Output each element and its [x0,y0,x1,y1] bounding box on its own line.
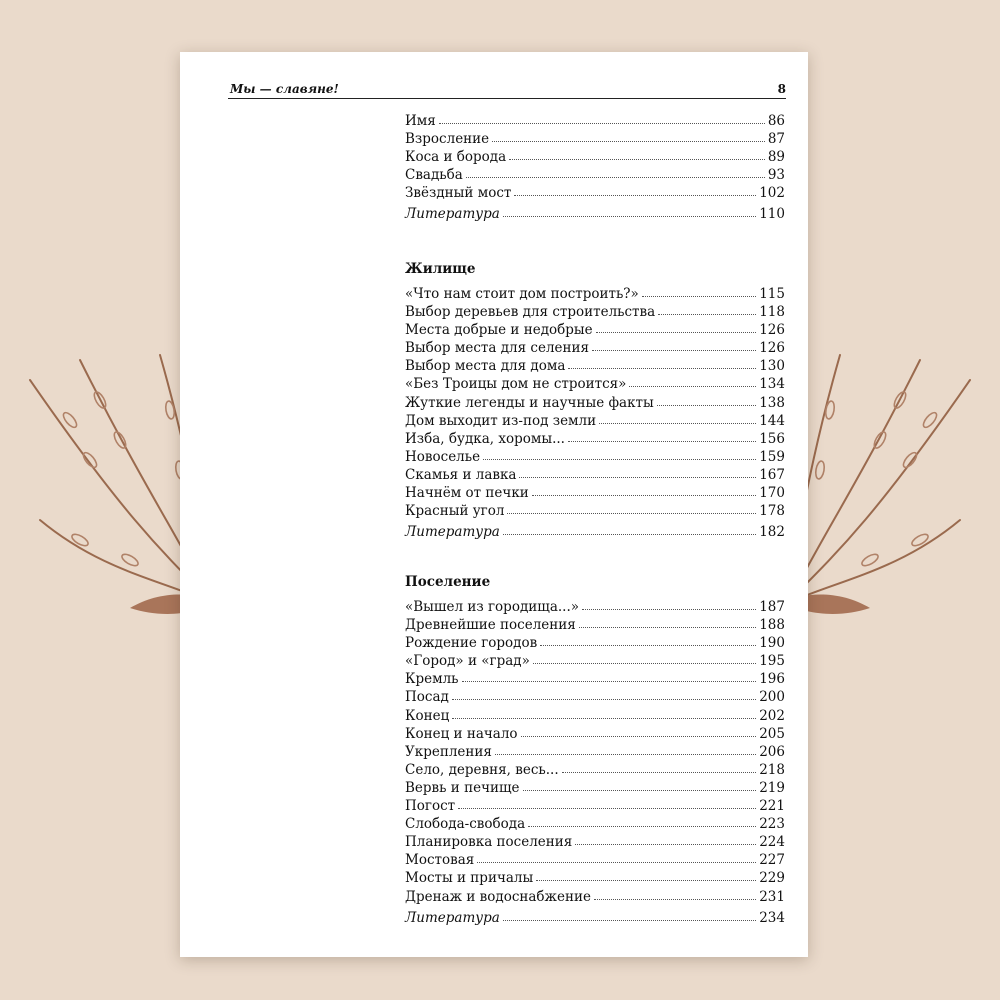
toc-entry [405,285,785,303]
toc-entry [405,375,785,393]
book-page [180,52,808,957]
entry-title: Места добрые и недобрые [405,322,593,339]
toc-entry [405,707,785,725]
entry-title: Кремль [405,671,459,688]
entry-page-number: 224 [759,834,785,851]
entry-title: Слобода-свобода [405,816,526,833]
toc-entry [405,616,785,634]
entry-title: Свадьба [405,167,463,184]
dot-leader [629,375,756,387]
entry-title: Начнём от печки [405,485,529,502]
dot-leader [568,430,756,442]
entry-page-number: 159 [759,448,785,465]
toc-section [405,572,785,927]
entry-title: Мостовая [405,852,475,869]
toc-entry [405,652,785,670]
toc-entry [405,797,785,815]
entry-page-number: 167 [759,466,785,483]
entry-title: Село, деревня, весь... [405,761,559,778]
entry-title: Красный угол [405,503,505,520]
entry-page-number: 196 [759,671,785,688]
toc-entry [405,166,785,184]
entry-title: «Без Троицы дом не строится» [405,376,627,393]
entry-title: Дренаж и водоснабжение [405,888,591,905]
entry-page-number: 229 [759,870,785,887]
entry-title: Литература [405,206,500,223]
dot-leader [503,523,756,535]
entry-page-number: 134 [759,376,785,393]
dot-leader [452,688,756,700]
dot-leader [657,394,756,406]
entry-page-number: 205 [759,725,785,742]
dot-leader [521,725,757,737]
toc-entry [405,634,785,652]
toc-entry [405,869,785,887]
entry-title: Скамья и лавка [405,466,517,483]
entry-page-number: 221 [759,798,785,815]
dot-leader [519,466,756,478]
entry-page-number: 126 [759,340,785,357]
entry-title: Выбор места для селения [405,340,590,357]
toc-literature-entry [405,523,785,541]
entry-page-number: 93 [767,167,785,184]
toc-entry [405,851,785,869]
dot-leader [528,815,756,827]
entry-page-number: 223 [759,816,785,833]
entry-page-number: 170 [759,485,785,502]
toc-entry [405,670,785,688]
entry-title: Литература [405,524,500,541]
entry-page-number: 138 [759,394,785,411]
toc-entry [405,466,785,484]
entry-page-number: 110 [759,206,785,223]
entry-title: Конец [405,707,450,724]
section-heading: Поселение [405,574,491,590]
entry-title: Вервь и печище [405,779,520,796]
entry-page-number: 202 [759,707,785,724]
entry-title: «Что нам стоит дом построить?» [405,286,639,302]
entry-page-number: 187 [759,599,785,615]
toc-entry [405,394,785,412]
entry-page-number: 89 [767,149,785,166]
toc-entry [405,779,785,797]
toc-entry [405,833,785,851]
entry-page-number: 218 [759,761,785,778]
entry-title: Погост [405,798,456,815]
toc-section [405,112,785,224]
entry-page-number: 234 [759,909,785,926]
dot-leader [483,448,756,460]
toc-literature-entry [405,205,785,223]
dot-leader [582,598,756,610]
toc-entry [405,761,785,779]
entry-title: Дом выходит из-под земли [405,412,597,429]
entry-page-number: 219 [759,779,785,796]
entry-title: Взросление [405,131,490,148]
entry-title: Имя [405,113,436,129]
running-head-title: Мы — славяне! [230,82,339,96]
toc-entry [405,321,785,339]
dot-leader [514,184,756,196]
entry-title: Коса и борода [405,149,507,166]
dot-leader [462,670,757,682]
toc-entry [405,130,785,148]
entry-title: Древнейшие поселения [405,617,576,634]
dot-leader [523,779,757,791]
entry-title: Мосты и причалы [405,870,534,887]
entry-title: Новоселье [405,448,481,465]
entry-page-number: 190 [759,635,785,652]
toc-entry [405,430,785,448]
toc-entry [405,725,785,743]
dot-leader [579,616,756,628]
entry-title: Выбор места для дома [405,358,566,375]
entry-page-number: 156 [759,430,785,447]
toc-literature-entry [405,909,785,927]
dot-leader [495,743,756,755]
dot-leader [642,285,756,297]
toc-entry [405,888,785,906]
dot-leader [599,412,756,424]
dot-leader [477,851,756,863]
toc-entry [405,184,785,202]
entry-title: Литература [405,909,500,926]
toc-entry [405,743,785,761]
entry-page-number: 195 [759,653,785,670]
dot-leader [439,112,765,124]
entry-title: «Вышел из городища...» [405,599,579,615]
entry-title: «Город» и «град» [405,653,530,670]
running-head [228,80,786,99]
dot-leader [509,148,765,160]
toc-entry [405,357,785,375]
entry-title: Рождение городов [405,635,538,652]
dot-leader [533,652,756,664]
entry-page-number: 227 [759,852,785,869]
toc-entry [405,339,785,357]
dot-leader [536,869,756,881]
entry-title: Конец и начало [405,725,518,742]
dot-leader [503,205,756,217]
toc-entry [405,148,785,166]
dot-leader [492,130,765,142]
entry-title: Звёздный мост [405,185,512,202]
entry-page-number: 102 [759,185,785,202]
toc-entry [405,815,785,833]
dot-leader [532,484,756,496]
dot-leader [503,909,756,921]
dot-leader [540,634,756,646]
toc-entry [405,448,785,466]
entry-page-number: 130 [759,358,785,375]
entry-page-number: 118 [759,304,785,321]
entry-title: Посад [405,689,449,706]
dot-leader [596,321,757,333]
entry-page-number: 86 [767,113,785,129]
dot-leader [507,502,756,514]
dot-leader [568,357,756,369]
entry-page-number: 206 [759,743,785,760]
dot-leader [658,303,756,315]
toc-entry [405,484,785,502]
entry-page-number: 87 [767,131,785,148]
dot-leader [466,166,765,178]
entry-title: Изба, будка, хоромы... [405,430,565,447]
entry-title: Планировка поселения [405,834,573,851]
entry-title: Жуткие легенды и научные факты [405,394,654,411]
dot-leader [575,833,756,845]
toc-section [405,259,785,541]
toc-entry [405,303,785,321]
dot-leader [562,761,757,773]
toc-entry [405,412,785,430]
entry-page-number: 126 [759,322,785,339]
toc-entry [405,688,785,706]
toc-entry [405,112,785,130]
entry-title: Укрепления [405,743,492,760]
entry-title: Выбор деревьев для строительства [405,304,656,321]
entry-page-number: 231 [759,888,785,905]
dot-leader [594,888,756,900]
entry-page-number: 144 [759,412,785,429]
entry-page-number: 115 [759,286,785,302]
entry-page-number: 200 [759,689,785,706]
section-heading: Жилище [405,261,476,277]
dot-leader [452,707,756,719]
entry-page-number: 182 [759,524,785,541]
entry-page-number: 188 [759,617,785,634]
dot-leader [458,797,756,809]
running-head-page-number: 8 [777,82,786,96]
dot-leader [592,339,756,351]
entry-page-number: 178 [759,503,785,520]
toc-entry [405,502,785,520]
toc-entry [405,598,785,616]
